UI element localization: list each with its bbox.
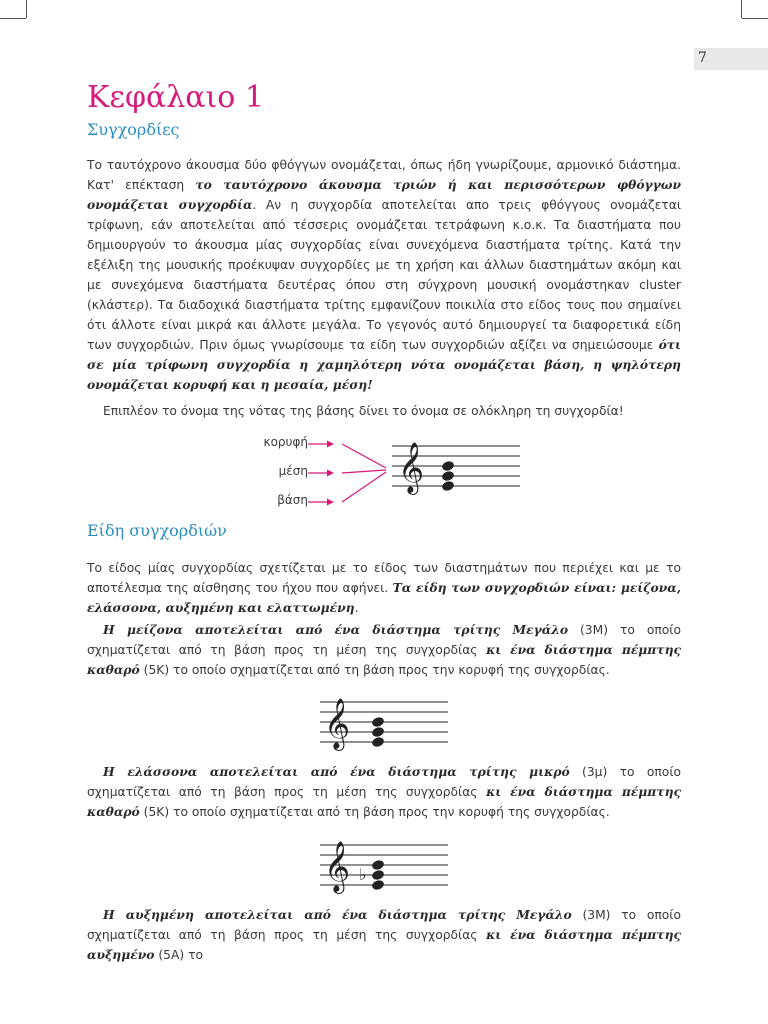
chord-notes: [441, 460, 455, 492]
paragraph-intro: Το ταυτόχρονο άκουσμα δύο φθόγγων ονομάζεται, όπως ήδη γνωρίζουμε, αρμονικό διάστημα. Κατ' επέκταση το ταυτόχρονο άκουσμα τριών ή και περισσότερων φθόγγων ονομάζεται συγχορδία. Αν η συγχορδία αποτελείται απο τρεις φθόγγους ονομάζεται τρίφωνη, εάν αποτελείται από τέσσερις ονομάζεται τετράφωνη κ.ο.κ. Τα διαστήματα που δημιουργούν το άκουσμα μίας συγχορδίας είναι συνεχόμενα διαστήματα τρίτης. Κατά την εξέλιξη της μουσικής προέκυψαν συγχορδίες με τη χρήση και άλλων διαστημάτων ακόμη και με συνεχόμενα διαστήματα δευτέρας όπου στη σύγχρονη μουσική ονομάστηκαν cluster (κλάστερ). Τα διαδοχικά διαστήματα τρίτης εμφανίζουν ποικιλία στο είδος τους που σημαίνει ότι άλλοτε είναι μικρά και άλλοτε μεγάλα. Το γεγονός αυτό δημιουργεί τα διαφορετικά είδη των συγχορδιών. Πριν όμως γνωρίσουμε τα είδη των συγχορδιών αξίζει να σημειώσουμε ότι σε μία τρίφωνη συγχορδία η χαμηλότερη νότα ονομάζεται βάση, η ψηλότερη ονομάζεται κορυφή και η μεσαία, μέση!: [87, 158, 681, 392]
section-title-chord-types: Είδη συγχορδιών: [87, 521, 227, 540]
minor-chord-staff: [318, 833, 453, 893]
flat-icon: ♭: [359, 865, 367, 884]
label-middle: μέση: [278, 464, 308, 478]
paragraph-chord-types: Το είδος μίας συγχορδίας σχετίζεται με το είδος των διαστημάτων που περιέχει και με το αποτέλεσμα της αίσθησης του ήχου που αφήνει. Τα είδη των συγχορδιών είναι: μείζονα, ελάσσονα, αυξημένη και ελαττωμένη.: [87, 561, 682, 615]
paragraph-major: Η μείζονα αποτελείται από ένα διάστημα τρίτης Μεγάλο (3M) το οποίο σχηματίζεται από τη βάση προς τη μέση της συγχορδίας κι ένα διάστημα πέμπτης καθαρό (5K) το οποίο σχηματίζεται από τη βάση προς την κορυφή της συγχορδίας.: [87, 622, 681, 677]
crop-mark: [0, 18, 26, 19]
chapter-title: Κεφάλαιο 1: [87, 80, 264, 115]
paragraph-minor: Η ελάσσονα αποτελείται από ένα διάστημα τρίτης μικρό (3μ) το οποίο σχηματίζεται από τη βάση προς τη μέση της συγχορδίας κι ένα διάστημα πέμπτης καθαρό (5K) το οποίο σχηματίζεται από τη βάση προς την κορυφή της συγχορδίας.: [87, 764, 682, 819]
paragraph-augmented: Η αυξημένη αποτελείται από ένα διάστημα τρίτης Μεγάλο (3M) το οποίο σχηματίζεται από τη βάση προς τη μέση της συγχορδίας κι ένα διάστημα πέμπτης αυξημένο (5A) το: [87, 907, 681, 962]
crop-mark: [741, 0, 742, 18]
label-bottom: βάση: [277, 493, 308, 507]
label-top: κορυφή: [263, 435, 308, 449]
treble-clef-icon: 𝄞: [324, 698, 351, 749]
crop-mark: [26, 0, 27, 18]
treble-clef-icon: 𝄞: [398, 442, 425, 493]
chord-parts-diagram: [300, 430, 530, 515]
treble-clef-icon: 𝄞: [324, 841, 351, 892]
section-title-chords: Συγχορδίες: [87, 120, 180, 139]
paragraph-root-name: Επιπλέον το όνομα της νότας της βάσης δίνει το όνομα σε ολόκληρη τη συγχορδία!: [103, 404, 624, 418]
page-number: 7: [698, 50, 707, 66]
crop-mark: [742, 18, 768, 19]
major-chord-staff: [318, 690, 453, 750]
arrows: [308, 441, 386, 506]
